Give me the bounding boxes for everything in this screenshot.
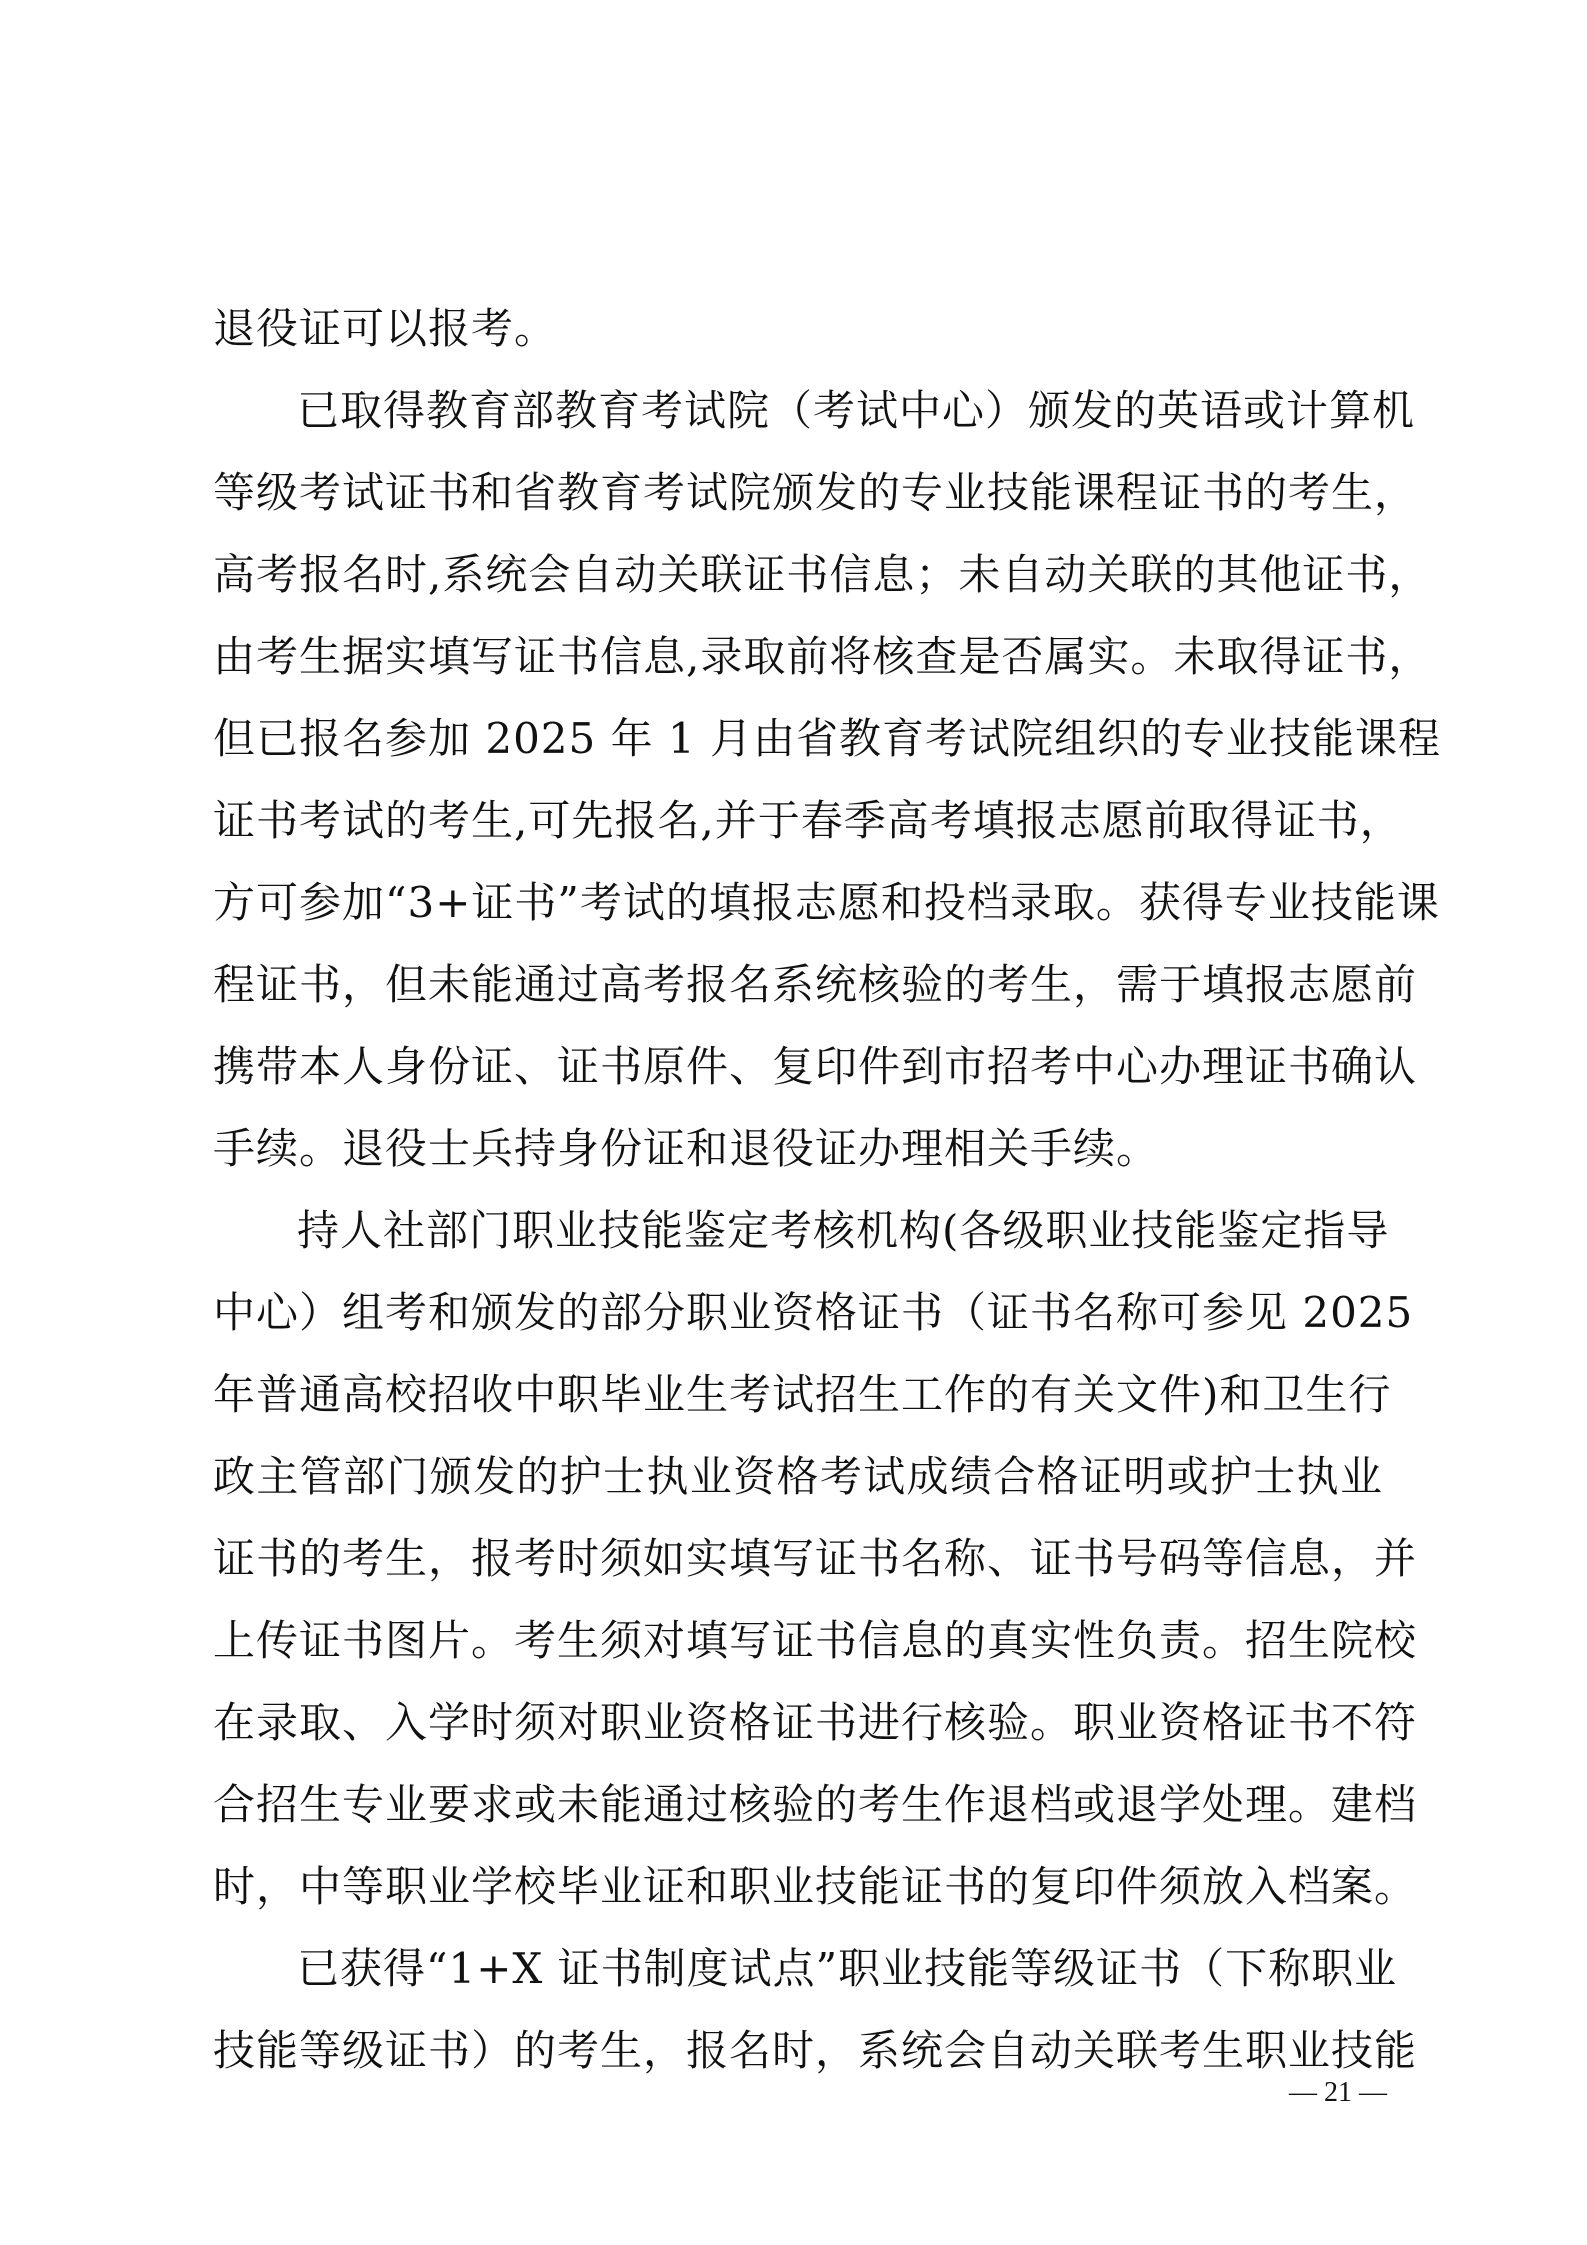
text-line: 方可参加“3+证书”考试的填报志愿和投档录取。获得专业技能课 (213, 878, 1440, 927)
text-line: 已获得“1+X 证书制度试点”职业技能等级证书（下称职业 (297, 1944, 1398, 1993)
text-line: 手续。退役士兵持身份证和退役证办理相关手续。 (213, 1124, 1160, 1173)
text-line: 由考生据实填写证书信息,录取前将核查是否属实。未取得证书， (213, 632, 1432, 681)
text-line: 政主管部门颁发的护士执业资格考试成绩合格证明或护士执业 (213, 1452, 1383, 1501)
text-line: 高考报名时,系统会自动关联证书信息；未自动关联的其他证书， (213, 550, 1432, 599)
text-line: 已取得教育部教育考试院（考试中心）颁发的英语或计算机 (297, 386, 1416, 435)
paragraph (213, 370, 1442, 1190)
page-number: — 21 — (1289, 2077, 1387, 2108)
paragraph (213, 1190, 1418, 1928)
text-line: 退役证可以报考。 (213, 304, 558, 353)
text-line: 合招生专业要求或未能通过核验的考生作退档或退学处理。建档 (213, 1780, 1418, 1829)
paragraph (213, 288, 1383, 370)
paragraph (213, 1928, 1418, 2092)
text-line: 证书的考生，报考时须如实填写证书名称、证书号码等信息，并 (213, 1534, 1418, 1583)
text-line: 技能等级证书）的考生，报名时，系统会自动关联考生职业技能 (213, 2026, 1418, 2075)
document-body (213, 288, 1442, 2092)
text-line: 持人社部门职业技能鉴定考核机构(各级职业技能鉴定指导 (297, 1206, 1390, 1255)
text-line: 时，中等职业学校毕业证和职业技能证书的复印件须放入档案。 (213, 1862, 1418, 1911)
text-line: 证书考试的考生,可先报名,并于春季高考填报志愿前取得证书， (213, 796, 1403, 845)
text-line: 上传证书图片。考生须对填写证书信息的真实性负责。招生院校 (213, 1616, 1418, 1665)
text-line: 但已报名参加 2025 年 1 月由省教育考试院组织的专业技能课程 (213, 714, 1442, 763)
text-line: 携带本人身份证、证书原件、复印件到市招考中心办理证书确认 (213, 1042, 1418, 1091)
text-line: 等级考试证书和省教育考试院颁发的专业技能课程证书的考生， (213, 468, 1418, 517)
text-line: 年普通高校招收中职毕业生考试招生工作的有关文件)和卫生行 (213, 1370, 1392, 1419)
text-line: 中心）组考和颁发的部分职业资格证书（证书名称可参见 2025 (213, 1288, 1414, 1337)
text-line: 程证书，但未能通过高考报名系统核验的考生，需于填报志愿前 (213, 960, 1418, 1009)
text-line: 在录取、入学时须对职业资格证书进行核验。职业资格证书不符 (213, 1698, 1418, 1747)
